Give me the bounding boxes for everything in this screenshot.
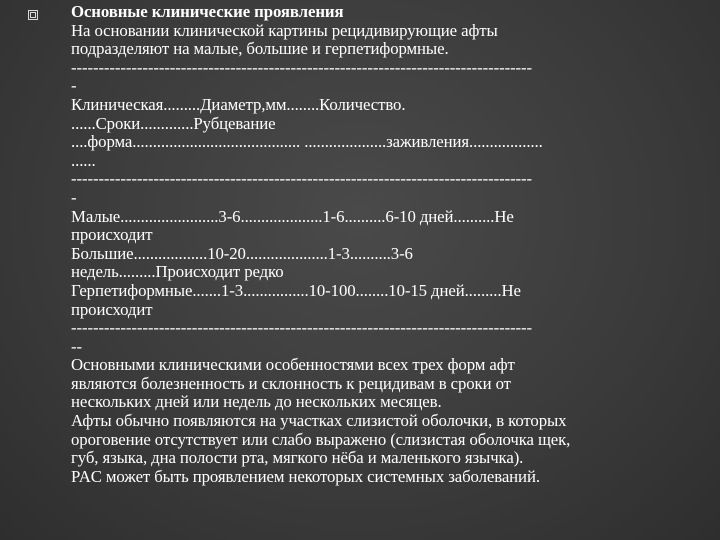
square-bullet-icon (28, 10, 38, 20)
dash-separator: ------------------------------------------------------------------------------------ (71, 319, 533, 338)
table-row-line: происходит (71, 226, 153, 245)
text-line: Основными клиническими особенностями всех трех форм афт (71, 356, 515, 375)
slide-heading: Основные клинические проявления (71, 3, 344, 21)
text-line: Афты обычно появляются на участках слизистой оболочки, в которых (71, 412, 567, 431)
text-line: нескольких дней или недель до нескольких месяцев. (71, 393, 442, 412)
table-header-line: ....форма......................................... ....................заживления.................. (71, 133, 543, 152)
dash-separator: ------------------------------------------------------------------------------------ (71, 170, 533, 189)
text-line: являются болезненность и склонность к рецидивам в сроки от (71, 374, 511, 393)
text-line: На основании клинической картины рецидивирующие афты (71, 21, 498, 40)
text-line: ороговение отсутствует или слабо выражено (слизистая оболочка щек, (71, 430, 571, 449)
text-line: подразделяют на малые, большие и герпетиформные. (71, 40, 449, 59)
table-header-line: ......Сроки.............Рубцевание (71, 114, 276, 133)
table-row-line: Большие..................10-20....................1-3..........3-6 (71, 244, 413, 263)
dash-separator-tail: -- (71, 337, 82, 356)
dash-separator: ------------------------------------------------------------------------------------ (71, 58, 533, 77)
table-row-line: недель.........Происходит редко (71, 263, 284, 282)
table-row-line: Герпетиформные.......1-3................10-100........10-15 дней.........Не (71, 281, 521, 300)
table-row-line: Малые........................3-6....................1-6..........6-10 дней..........Не (71, 207, 514, 226)
table-header-line: ...... (71, 151, 96, 170)
text-line: губ, языка, дна полости рта, мягкого нёба и маленького язычка). (71, 449, 524, 468)
table-row-line: происходит (71, 300, 153, 319)
text-line: PAC может быть проявлением некоторых системных заболеваний. (71, 467, 540, 486)
dash-separator-tail: - (71, 77, 77, 96)
dash-separator-tail: - (71, 188, 77, 207)
slide-text-block (71, 3, 683, 486)
table-header-line: Клиническая.........Диаметр,мм........Количество. (71, 95, 406, 114)
